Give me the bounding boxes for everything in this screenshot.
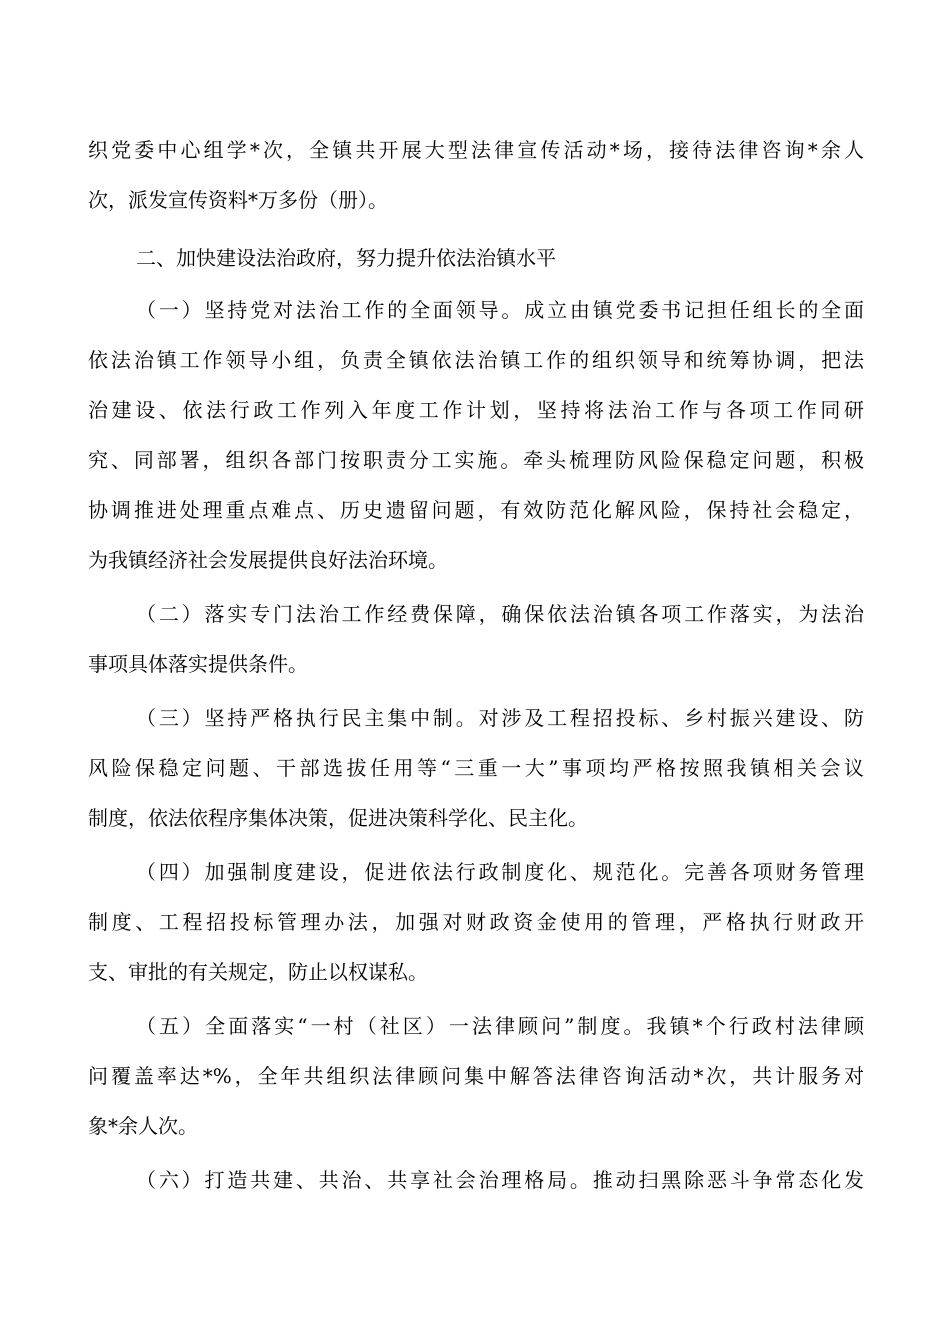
text-line: 象*余人次。 bbox=[88, 1114, 198, 1138]
text-line: 依法治镇工作领导小组，负责全镇依法治镇工作的组织领导和统筹协调，把法 bbox=[88, 348, 864, 372]
text-line: （二）落实专门法治工作经费保障，确保依法治镇各项工作落实，为法治 bbox=[136, 602, 864, 626]
text-line: 次，派发宣传资料*万多份（册）。 bbox=[88, 188, 388, 212]
text-line: （三）坚持严格执行民主集中制。对涉及工程招投标、乡村振兴建设、防 bbox=[136, 706, 864, 730]
text-line: 制度、工程招投标管理办法，加强对财政资金使用的管理，严格执行财政开 bbox=[88, 910, 864, 934]
text-line: 风险保稳定问题、干部选拔任用等“三重一大”事项均严格按照我镇相关会议 bbox=[88, 756, 864, 780]
text-line: 问覆盖率达*%，全年共组织法律顾问集中解答法律咨询活动*次，共计服务对 bbox=[88, 1064, 864, 1088]
text-line: 织党委中心组学*次，全镇共开展大型法律宣传活动*场，接待法律咨询*余人 bbox=[88, 138, 864, 162]
text-line: 究、同部署，组织各部门按职责分工实施。牵头梳理防风险保稳定问题，积极 bbox=[88, 448, 864, 472]
text-line: （四）加强制度建设，促进依法行政制度化、规范化。完善各项财务管理 bbox=[136, 860, 864, 884]
text-line: 治建设、依法行政工作列入年度工作计划，坚持将法治工作与各项工作同研 bbox=[88, 398, 864, 422]
text-line: （六）打造共建、共治、共享社会治理格局。推动扫黑除恶斗争常态化发 bbox=[136, 1168, 864, 1192]
text-line: 制度，依法依程序集体决策，促进决策科学化、民主化。 bbox=[88, 806, 588, 830]
section-heading: 二、加快建设法治政府，努力提升依法治镇水平 bbox=[136, 246, 556, 270]
text-line: 事项具体落实提供条件。 bbox=[88, 652, 308, 676]
text-line: （五）全面落实“一村（社区）一法律顾问”制度。我镇*个行政村法律顾 bbox=[136, 1014, 864, 1038]
text-line: 支、审批的有关规定，防止以权谋私。 bbox=[88, 960, 428, 984]
text-line: 协调推进处理重点难点、历史遗留问题，有效防范化解风险，保持社会稳定， bbox=[88, 498, 864, 522]
text-line: （一）坚持党对法治工作的全面领导。成立由镇党委书记担任组长的全面 bbox=[136, 298, 864, 322]
text-line: 为我镇经济社会发展提供良好法治环境。 bbox=[88, 548, 448, 572]
